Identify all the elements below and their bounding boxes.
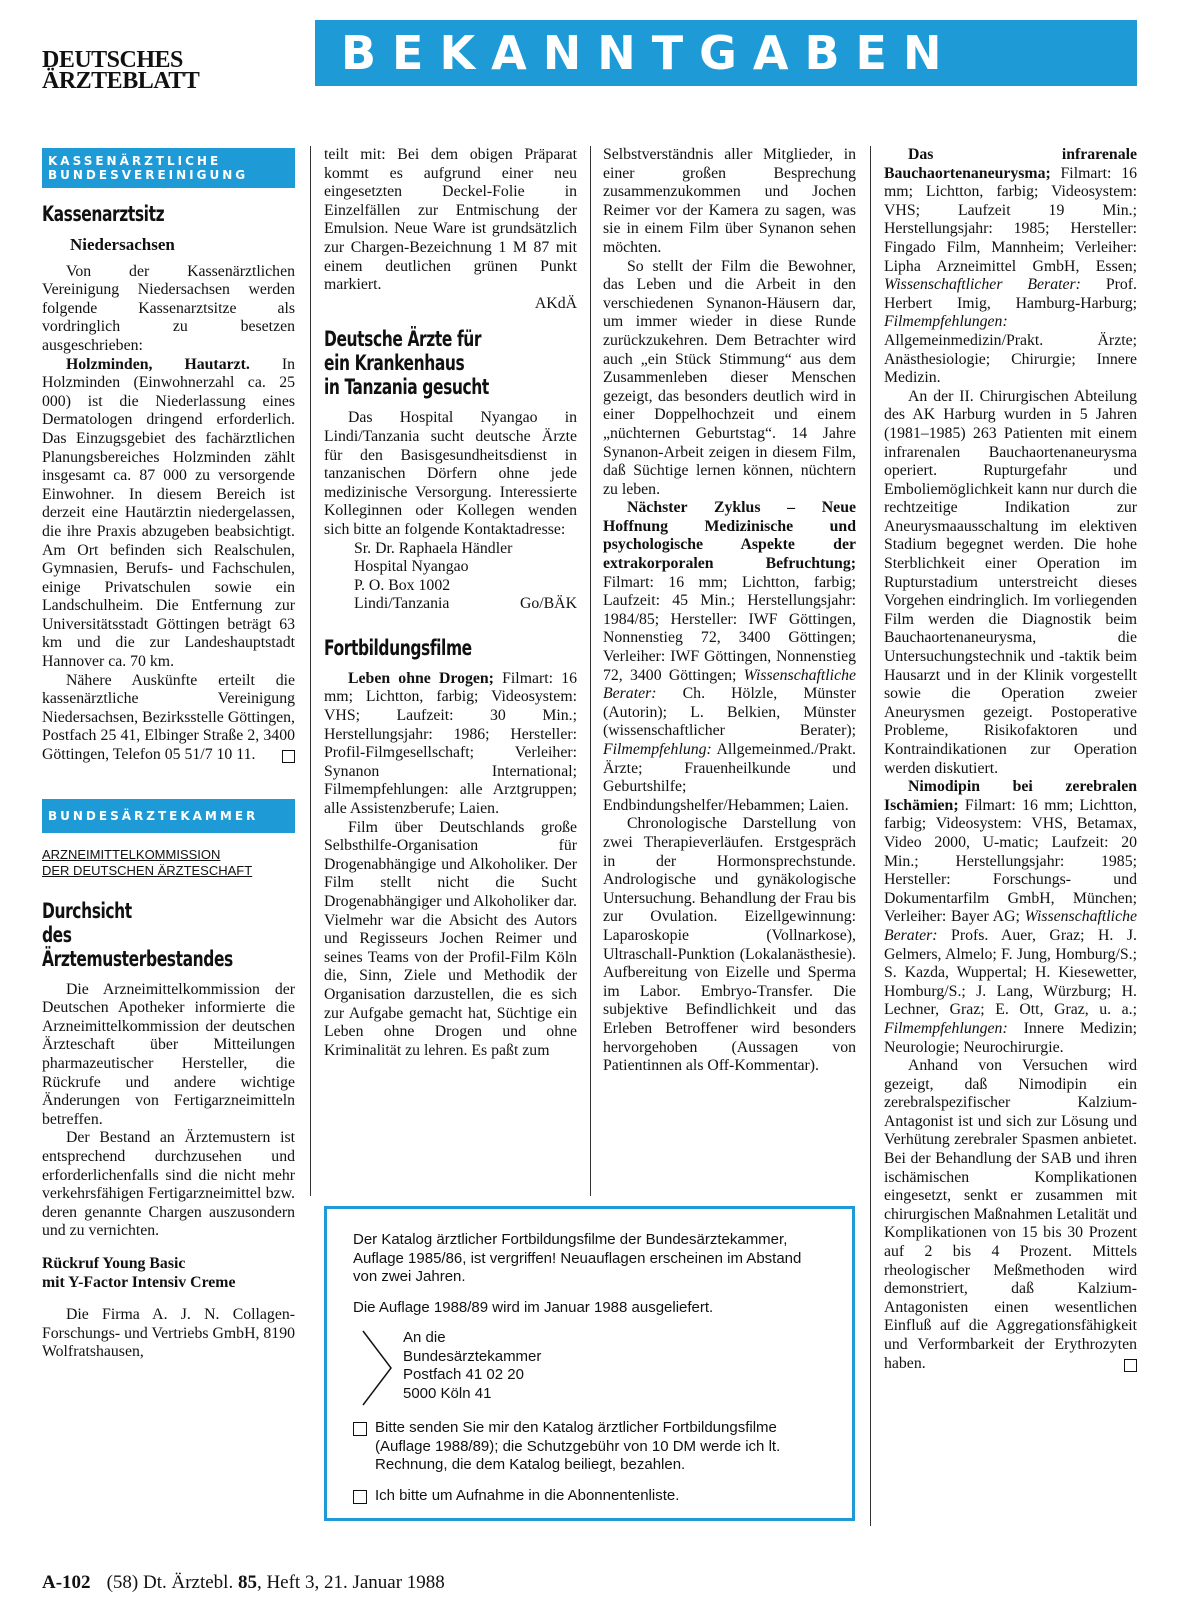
- paragraph-text: Innere Medizin; Neurologie; Neurochirurgie.: [884, 1019, 1137, 1056]
- signature-baek: Go/BÄK: [519, 595, 577, 613]
- paragraph: teilt mit: Bei dem obigen Präparat kommt es aufgrund einer neu eingesetzten Deckel-Folie in Einzelfällen zur Entmischung der Emulsion. Neue Ware ist grundsätzlich zur Chargen-Bezeichnung 1 M 87 mit einem deutlichen grünen Punkt markiert.: [324, 146, 577, 294]
- citation-text: , Heft 3, 21. Januar 1988: [256, 1572, 445, 1593]
- paragraph: [884, 1057, 1137, 1373]
- paragraph-text: Filmart: 16 mm; Lichtton, farbig; Videosystem: VHS, Betamax, Video 2000, U-matic; Laufzeit: 20 Min.; Herstellungsjahr: 1985; Hersteller: Forschungs- und Dokumentarfilm GmbH, München; Verleiher: Bayer AG;: [884, 796, 1137, 926]
- checkbox-icon[interactable]: [353, 1422, 367, 1436]
- address-block: [361, 1329, 828, 1407]
- signature-akdae: AKdÄ: [534, 294, 577, 312]
- page-number: A-102: [42, 1572, 91, 1593]
- masthead-line2: ÄRZTEBLATT: [42, 68, 200, 94]
- box-paragraph: Die Auflage 1988/89 wird im Januar 1988 ausgeliefert.: [353, 1298, 714, 1316]
- paragraph: [324, 670, 577, 819]
- column-rule: [590, 146, 591, 1196]
- paragraph: [42, 356, 295, 672]
- italic-text: Filmempfehlungen:: [884, 313, 1008, 331]
- section-bar-line: KASSENÄRZTLICHE: [48, 154, 222, 168]
- headline-line: Deutsche Ärzte für: [324, 327, 482, 352]
- column-1: [42, 148, 295, 1362]
- masthead-logo: [42, 47, 200, 94]
- subscribe-option[interactable]: [353, 1487, 828, 1506]
- headline-line: Durchsicht: [42, 898, 132, 923]
- subhead-niedersachsen: Niedersachsen: [70, 235, 175, 254]
- column-2: [324, 146, 577, 1202]
- headline-line: des Ärztemusterbestandes: [42, 922, 233, 971]
- address-line: An die: [403, 1329, 446, 1346]
- paragraph-text: Nähere Auskünfte erteilt die kassenärztliche Vereinigung Niedersachsen, Bezirksstelle Göttingen, Postfach 25 41, Elbinger Straße 2, 3400 Göttingen, Telefon 05 51/7 10 11.: [42, 671, 295, 764]
- italic-text: Filmempfehlungen:: [884, 1019, 1008, 1037]
- paragraph: Die Firma A. J. N. Collagen-Forschungs- und Vertriebs GmbH, 8190 Wolfratshausen,: [42, 1306, 295, 1361]
- subhead-line: mit Y-Factor Intensiv Creme: [42, 1273, 236, 1291]
- citation-text: (58) Dt. Ärztebl.: [106, 1572, 238, 1593]
- catalog-order-box: [324, 1206, 855, 1521]
- order-catalog-option[interactable]: [353, 1419, 828, 1475]
- paragraph: So stellt der Film die Bewohner, das Leben und die Arbeit in den verschiedenen Synanon-Häusern dar, um immer wieder in diese Runde zurückzukehren. Dem Betrachter wird auch „ein Stück Stimmung“ aus dem Zusammenleben dieser Menschen gezeigt, das besonders deutlich wird in einer Doppelhochzeit und einem „nüchternen Geburtstag“. 14 Jahre Synanon-Arbeit zeigen in diesem Film, daß Süchtige lernen können, nüchtern zu leben.: [603, 257, 856, 498]
- address-lines: [403, 1329, 541, 1403]
- italic-text: Wissenschaftlicher Berater:: [884, 276, 1081, 294]
- paragraph-text: Allgemeinmedizin/Prakt. Ärzte; Anästhesiologie; Chirurgie; Innere Medizin.: [884, 331, 1137, 387]
- paragraph: [603, 499, 856, 815]
- column-rule: [870, 146, 871, 1526]
- paragraph: Von der Kassenärztlichen Vereinigung Niedersachsen werden folgende Kassenarztsitze als vordringlich zu besetzen ausgeschrieben:: [42, 262, 295, 354]
- paragraph: Selbstverständnis aller Mitglieder, in einer großen Besprechung zusammenzukommen und Jochen Reimer vor der Kamera zu sagen, was sie in einem Film über Synanon sehen möchten.: [603, 146, 856, 256]
- end-mark-icon: [282, 750, 295, 763]
- subhead-rueckruf: [42, 1255, 295, 1292]
- bold-lead: Leben ohne Drogen;: [348, 669, 494, 687]
- subheading-akdae: [42, 847, 295, 879]
- chevron-right-icon: [361, 1329, 393, 1407]
- paragraph: [42, 672, 295, 765]
- section-bar-kbv: [42, 148, 295, 188]
- address-line: 5000 Köln 41: [403, 1384, 492, 1402]
- address-line: Postfach 41 02 20: [403, 1366, 524, 1383]
- headline-line: ein Krankenhaus: [324, 351, 465, 376]
- column-3: [603, 146, 856, 1202]
- address-line: Bundesärztekammer: [403, 1347, 542, 1365]
- paragraph-text: Filmart: 16 mm; Lichtton, farbig; Videosystem: VHS; Laufzeit: 30 Min.; Herstellungsjahr: 1986; Hersteller: Profil-Filmgesellschaft; Verleiher: Synanon International; Filmempfehlungen: alle Arztgruppen; alle Assistenzberufe; Laien.: [324, 669, 577, 818]
- paragraph: Die Arzneimittelkommission der Deutschen Apotheker informierte die Arzneimittelkommission der deutschen Ärzteschaft über Mitteilungen pharmazeutischer Hersteller, die Rückrufe und andere wichtige Änderungen von Fertigarzneimitteln betreffen.: [42, 980, 295, 1128]
- bold-lead: Nimodipin bei zerebralen Ischämien;: [884, 778, 1137, 814]
- bold-lead: Nächster Zyklus – Neue Hoffnung Medizinische und psychologische Aspekte der extrakorporalen Befruchtung;: [603, 499, 856, 573]
- masthead-line1: DEUTSCHES: [42, 47, 183, 73]
- address-line: Sr. Dr. Raphaela Händler: [354, 539, 513, 557]
- italic-text: Wissenschaftliche Berater:: [884, 908, 1137, 944]
- bold-lead: Holzminden, Hautarzt.: [66, 355, 250, 373]
- bold-lead: Das infrarenale Bauchaortenaneurysma;: [884, 146, 1137, 182]
- subhead-line: Rückruf Young Basic: [42, 1254, 186, 1272]
- paragraph-text: In Holzminden (Einwohnerzahl ca. 25 000) ist die Niederlassung eines Dermatologen dringend erforderlich. Das Einzugsgebiet des fachärztlichen Planungsbereiches Holzminden zählt insgesamt ca. 87 000 zu versorgende Einwohner. In diesem Bereich ist derzeit eine Hautärztin niedergelassen, die ihre Praxis abzugeben beabsichtigt. Am Ort befinden sich Realschulen, Gymnasien, Berufs- und Fachschulen, einige Privatschulen sowie ein Landschulheim. Die Entfernung zur Universitätsstadt Göttingen beträgt 63 km und die zur Landeshauptstadt Hannover ca. 70 km.: [42, 355, 295, 671]
- headline-line: in Tanzania gesucht: [324, 375, 489, 400]
- paragraph-text: Ch. Hölzle, Münster (Autorin); L. Belkien, Münster (wissenschaftlicher Berater);: [603, 685, 856, 740]
- paragraph: Film über Deutschlands große Selbsthilfe-Organisation für Drogenabhängige und Alkoholiker. Der Film stellt nicht die Sucht Drogenabhängiger und Alkoholiker dar. Vielmehr war die Absicht des Autors und Regisseurs Jochen Reimer und seines Teams von der Profil-Film Köln die, Sinn, Ziele und Methodik der Organisation darzustellen, die es sich zur Aufgabe gemacht hat, Süchtige ein Leben ohne Drogen und ohne Kriminalität zu lehren. Es paßt zum: [324, 818, 577, 1059]
- paragraph: Das Hospital Nyangao in Lindi/Tanzania sucht deutsche Ärzte für den Basisgesundheitsdienst in tanzanischen Dörfern ohne jede medizinische Versorgung. Interessierte Kolleginnen oder Kollegen wenden sich bitte an folgende Kontaktadresse:: [324, 409, 577, 538]
- section-bar-line: BUNDESVEREINIGUNG: [48, 168, 249, 182]
- paragraph-text: Prof. Herbert Imig, Hamburg-Harburg;: [884, 276, 1137, 312]
- paragraph: [884, 778, 1137, 1057]
- italic-text: Filmempfehlung:: [603, 741, 712, 758]
- headline-kassenarztsitz: Kassenarztsitz: [42, 202, 165, 226]
- column-rule: [310, 146, 311, 1196]
- address-text: Lindi/Tanzania: [354, 595, 450, 613]
- paragraph-text: Profs. Auer, Graz; H. J. Gelmers, Almelo; F. Jung, Homburg/S.; S. Kazda, Wuppertal; H. Kiesewetter, Homburg/S.; J. Lang, Würzburg; H. Lechner, Graz; E. Ott, Graz, u. a.;: [884, 926, 1137, 1019]
- paragraph: Chronologische Darstellung von zwei Therapieverläufen. Erstgespräch in der Hormonsprechstunde. Andrologische und gynäkologische Untersuchung. Behandlung der Frau bis zur Ovulation. Eizellgewinnung: Laparoskopie (Vollnarkose), Ultraschall-Punktion (Lokalanästhesie). Aufbereitung von Eizelle und Sperma im Labor. Embryo-Transfer. Die subjektive Befindlichkeit und das Erleben Betroffener wird besonders hervorgehoben (Aussagen von Patientinnen als Off-Kommentar).: [603, 815, 856, 1075]
- subheading-line: DER DEUTSCHEN ÄRZTESCHAFT: [42, 862, 253, 878]
- paragraph: An der II. Chirurgischen Abteilung des AK Harburg wurden in 5 Jahren (1981–1985) 263 Patienten mit einem infrarenalen Bauchaortenaneurysma operiert. Rupturgefahr und Emboliemöglichkeit kann nur durch die rechtzeitige Indikation zur Aneurysmaausschaltung im elektiven Stadium begegnet werden. Die hohe Sterblichkeit einer Operation im Rupturstadium unterstreicht dieses Vorgehen eindringlich. Im vorliegenden Film werden die Diagnostik beim Bauchaortenaneurysma, die Untersuchungstechnik und -taktik beim Hausarzt und in der Klinik vorgestellt sowie die Operation zweier Aneurysmen gezeigt. Postoperative Probleme, Risikofaktoren und Kontraindikationen zur Operation werden diskutiert.: [884, 387, 1137, 777]
- paragraph-text: Anhand von Versuchen wird gezeigt, daß Nimodipin ein zerebralspezifischer Kalzium-Antagonist ist und sich zur Lösung und Verhütung zerebraler Spasmen anbietet. Bei der Behandlung der SAB und ihren ischämischen Komplikationen eingesetzt, senkt er zusammen mit chirurgischen Maßnahmen Letalität und Komplikationen von 15 bis 30 Prozent auf 2 bis 4 Prozent. Mittels rheologischer Meßmethoden wird demonstriert, daß Kalzium-Antagonisten einen wesentlichen Einfluß auf die Aggregationsfähigkeit und Verformbarkeit der Erythrozyten haben.: [884, 1057, 1137, 1372]
- headline-fortbildungsfilme: Fortbildungsfilme: [324, 635, 472, 660]
- headline-durchsicht: [42, 899, 249, 971]
- paragraph-text: Filmart: 16 mm; Lichtton, farbig; Videosystem: VHS; Laufzeit 19 Min.; Herstellungsjahr: 1985; Hersteller: Fingado Film, Mannheim; Verleiher: Lipha Arzneimittel GmbH, Essen;: [884, 164, 1137, 275]
- option-label: Ich bitte um Aufnahme in die Abonnentenliste.: [375, 1486, 680, 1504]
- section-banner: BEKANNTGABEN: [315, 20, 1137, 86]
- subheading-line: ARZNEIMITTELKOMMISSION: [42, 846, 221, 862]
- checkbox-icon[interactable]: [353, 1490, 367, 1504]
- address-line: [324, 595, 577, 614]
- address-line: Hospital Nyangao: [354, 558, 469, 576]
- page-footer: [42, 1572, 445, 1594]
- paragraph: [884, 146, 1137, 388]
- paragraph: Der Bestand an Ärztemustern ist entsprechend durchzusehen und erforderlichenfalls sind die nicht mehr verkehrsfähigen Fertigarzneimittel bzw. deren genannte Chargen auszusondern und zu vernichten.: [42, 1129, 295, 1240]
- headline-tanzania: [324, 327, 531, 399]
- paragraph-text: Filmart: 16 mm; Lichtton, farbig; Laufzeit: 45 Min.; Herstellungsjahr: 1984/85; Hersteller: IWF Göttingen, Nonnenstieg 72, 3400 Göttingen; Verleiher: IWF Göttingen, Nonnenstieg 72, 3400 Göttingen;: [603, 573, 856, 684]
- option-label: Bitte senden Sie mir den Katalog ärztlicher Fortbildungsfilme (Auflage 1988/89); die Schutzgebühr von 10 DM werde ich lt. Rechnung, die dem Katalog beiliegt, bezahlen.: [375, 1419, 781, 1473]
- volume-number: 85: [237, 1572, 257, 1593]
- paragraph-text: Allgemeinmed./Prakt. Ärzte; Frauenheilkunde und Geburtshilfe; Endbindungshelfer/Hebammen; Laien.: [603, 741, 856, 814]
- end-mark-icon: [1124, 1359, 1137, 1372]
- address-line: P. O. Box 1002: [354, 576, 451, 594]
- section-bar-baek: BUNDESÄRZTEKAMMER: [42, 799, 295, 833]
- italic-text: Wissenschaftliche Berater:: [603, 666, 856, 703]
- column-4: [884, 146, 1137, 1373]
- box-paragraph: Der Katalog ärztlicher Fortbildungsfilme der Bundesärztekammer, Auflage 1985/86, ist vergriffen! Neuauflagen erscheinen im Abstand von zwei Jahren.: [353, 1231, 802, 1285]
